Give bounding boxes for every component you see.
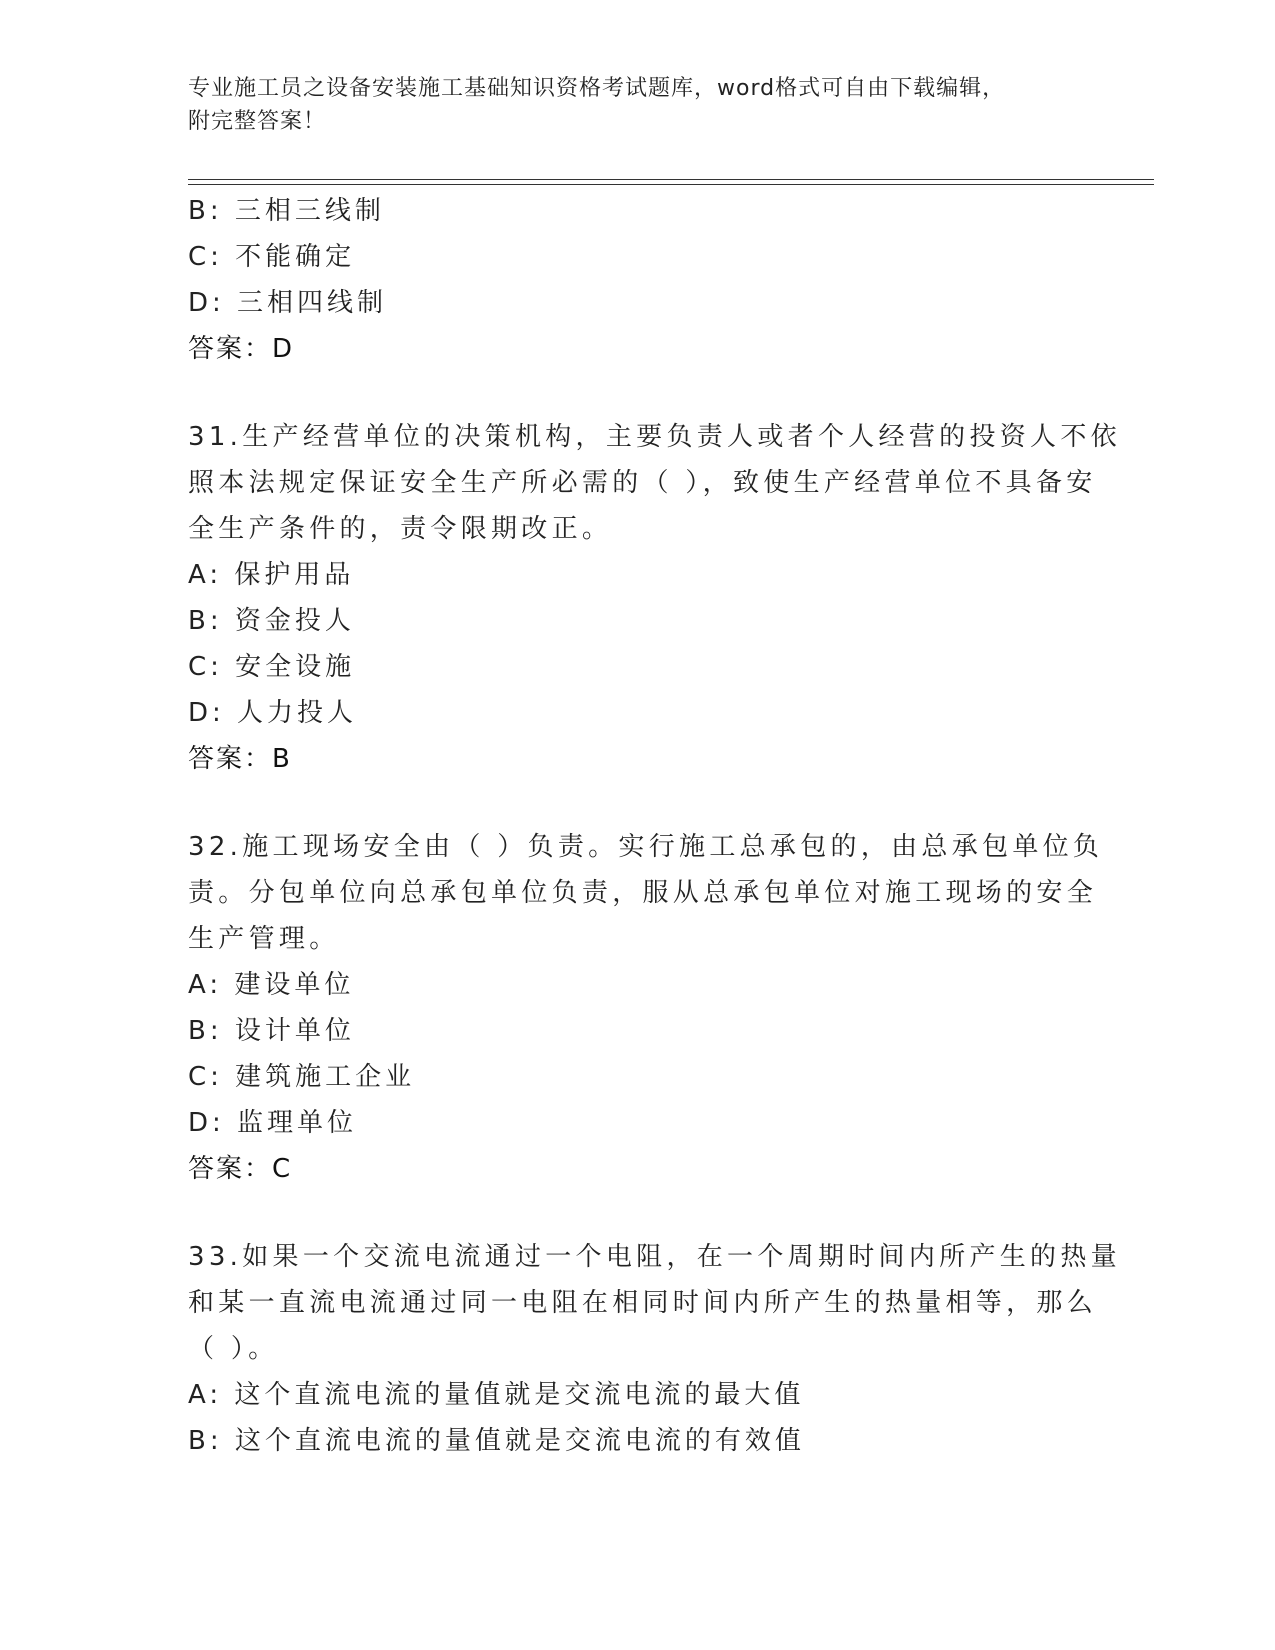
option-b: B: 资金投人: [188, 606, 355, 636]
option-a: A: 建设单位: [188, 970, 355, 1000]
option-d: D: 三相四线制: [188, 288, 388, 318]
header-line-1: 专业施工员之设备安装施工基础知识资格考试题库，word格式可自由下载编辑，: [188, 76, 1006, 101]
option-b: B: 三相三线制: [188, 196, 385, 226]
question-32: [188, 824, 1104, 1192]
option-c: C: 建筑施工企业: [188, 1062, 416, 1092]
option-d: D: 监理单位: [188, 1108, 358, 1138]
question-text-line: 责。分包单位向总承包单位负责，服从总承包单位对施工现场的安全: [188, 878, 1098, 908]
question-text-line: 32.施工现场安全由（ ）负责。实行施工总承包的，由总承包单位负: [188, 832, 1104, 862]
spacer: [188, 372, 1088, 414]
question-text-line: 33.如果一个交流电流通过一个电阻，在一个周期时间内所产生的热量: [188, 1242, 1121, 1272]
header-divider-top: [188, 179, 1154, 180]
question-31: [188, 414, 1121, 782]
question-text-line: 照本法规定保证安全生产所必需的（ ），致使生产经营单位不具备安: [188, 468, 1097, 498]
question-text-line: （ ）。: [188, 1334, 279, 1364]
question-text-line: 全生产条件的，责令限期改正。: [188, 514, 613, 544]
option-c: C: 不能确定: [188, 242, 356, 272]
question-30: [188, 188, 1088, 372]
page-header: [188, 72, 1088, 138]
answer: 答案：B: [188, 744, 292, 774]
spacer: [188, 782, 1088, 824]
question-text-line: 和某一直流电流通过同一电阻在相同时间内所产生的热量相等，那么: [188, 1288, 1098, 1318]
answer: 答案：D: [188, 334, 295, 364]
option-c: C: 安全设施: [188, 652, 356, 682]
header-line-2: 附完整答案！: [188, 109, 327, 134]
header-divider-bottom: [188, 184, 1154, 185]
document-body: [188, 188, 1121, 1464]
question-text-line: 生产管理。: [188, 924, 340, 954]
option-a: A: 这个直流电流的量值就是交流电流的最大值: [188, 1380, 805, 1410]
answer: 答案：C: [188, 1154, 293, 1184]
option-b: B: 这个直流电流的量值就是交流电流的有效值: [188, 1426, 805, 1456]
question-text-line: 31.生产经营单位的决策机构，主要负责人或者个人经营的投资人不依: [188, 422, 1121, 452]
option-d: D: 人力投人: [188, 698, 358, 728]
option-a: A: 保护用品: [188, 560, 355, 590]
spacer: [188, 1192, 1088, 1234]
question-33: [188, 1234, 1121, 1464]
option-b: B: 设计单位: [188, 1016, 355, 1046]
